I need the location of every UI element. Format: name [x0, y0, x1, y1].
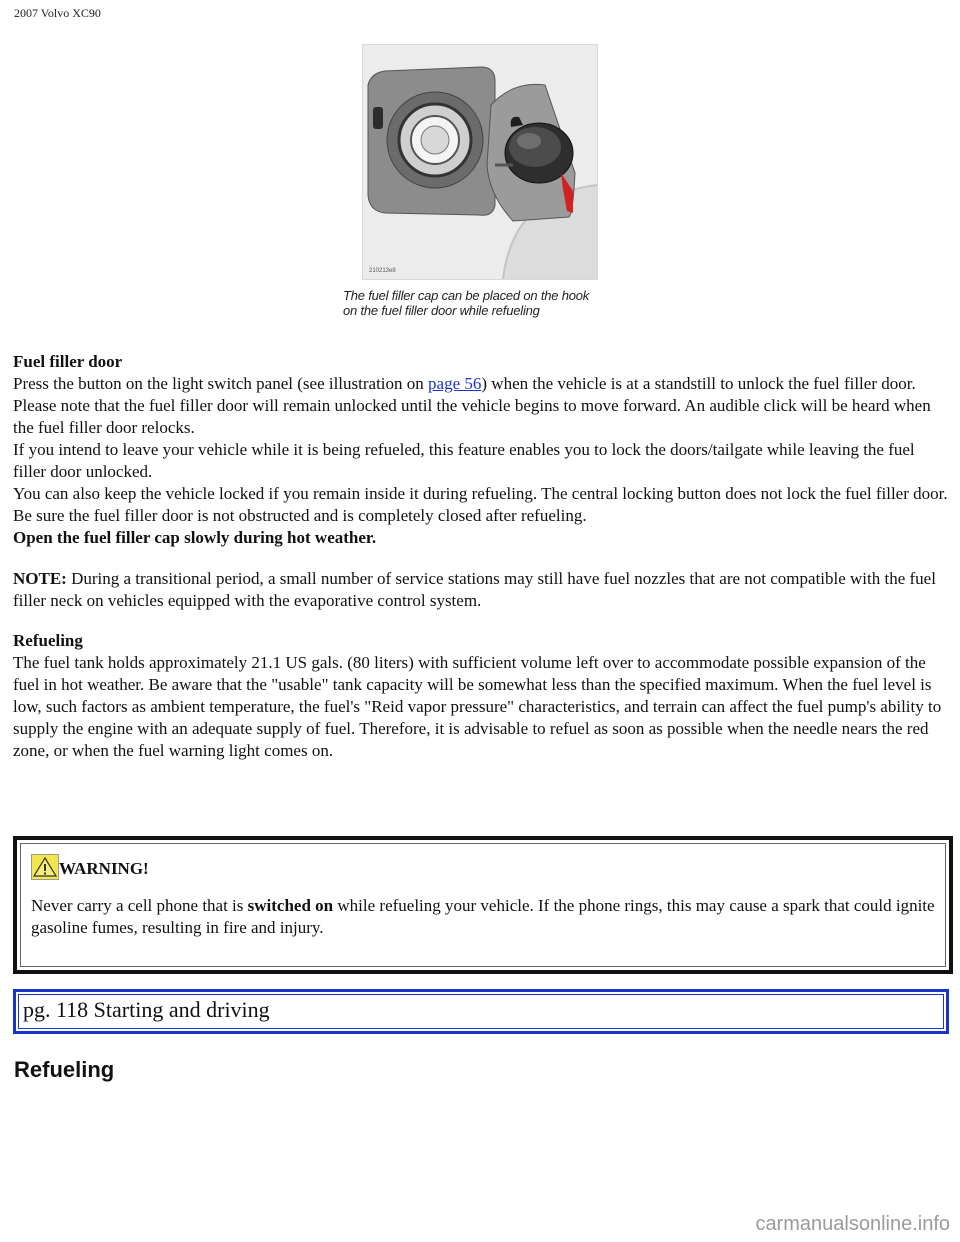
fuel-filler-door-paragraph-2: If you intend to leave your vehicle while it is being refueled, this feature enables you to lock the doors/tailgate while leaving the fuel filler door unlocked.	[13, 440, 915, 481]
fuel-filler-figure	[362, 44, 598, 280]
page-56-link[interactable]: page 56	[428, 374, 482, 393]
figure-caption	[343, 288, 643, 318]
note-label: NOTE:	[13, 569, 67, 588]
fuel-filler-door-paragraph-3: You can also keep the vehicle locked if you remain inside it during refueling. The central locking button does not lock the fuel filler door. Be sure the fuel filler door is not obstructed and is completely closed after refueling.	[13, 484, 948, 525]
warning-title-row	[31, 854, 937, 880]
page-footer-label: pg. 118 Starting and driving	[18, 994, 944, 1029]
caption-line-2: on the fuel filler door while refueling	[343, 303, 540, 318]
paragraph-1-end: ) when the vehicle is at a standstill to unlock the fuel filler door. Please note that the fuel filler door will remain unlocked until the vehicle begins to move forward. An audible click will be heard when the fuel filler door relocks.	[13, 374, 931, 437]
hot-weather-note: Open the fuel filler cap slowly during hot weather.	[13, 528, 377, 547]
refueling-heading: Refueling	[13, 631, 83, 650]
refueling-paragraph: The fuel tank holds approximately 21.1 US gals. (80 liters) with sufficient volume left over to accommodate possible expansion of the fuel in hot weather. Be aware that the "usable" tank capacity will be somewhat less than the specified maximum. When the fuel level is low, such factors as ambient temperature, the fuel's "Reid vapor pressure" characteristics, and terrain can affect the fuel pump's ability to supply the engine with an adequate supply of fuel. Therefore, it is advisable to refuel as soon as possible when the needle nears the red zone, or when the fuel warning light comes on.	[13, 653, 942, 760]
caption-line-1: The fuel filler cap can be placed on the hook	[343, 288, 590, 303]
warning-triangle-icon	[31, 854, 59, 880]
page-footer-box	[13, 989, 949, 1034]
main-text	[13, 351, 948, 762]
fuel-filler-door-paragraph-1	[13, 373, 948, 439]
warning-box	[13, 836, 953, 974]
warning-text	[31, 895, 937, 939]
warning-text-end: while refueling your vehicle. If the phone rings, this may cause a spark that could ignite gasoline fumes, resulting in fire and injury.	[31, 896, 935, 937]
figure-code: 210213e8	[369, 268, 396, 274]
watermark: carmanualsonline.info	[755, 1213, 950, 1235]
fuel-filler-illustration	[362, 44, 598, 280]
section-heading: Refueling	[14, 1057, 115, 1082]
fuel-filler-door-heading: Fuel filler door	[13, 352, 123, 371]
warning-title: WARNING!	[59, 859, 149, 878]
warning-text-start: Never carry a cell phone that is	[31, 896, 248, 915]
warning-inner	[20, 843, 946, 967]
document-header: 2007 Volvo XC90	[14, 6, 101, 20]
note-paragraph	[13, 568, 948, 612]
note-text: During a transitional period, a small number of service stations may still have fuel nozzles that are not compatible with the fuel filler neck on vehicles equipped with the evaporative control system.	[13, 569, 936, 610]
warning-text-bold: switched on	[247, 896, 334, 915]
fuel-filler-drawing	[363, 45, 597, 279]
paragraph-1-start: Press the button on the light switch panel (see illustration on	[13, 374, 429, 393]
